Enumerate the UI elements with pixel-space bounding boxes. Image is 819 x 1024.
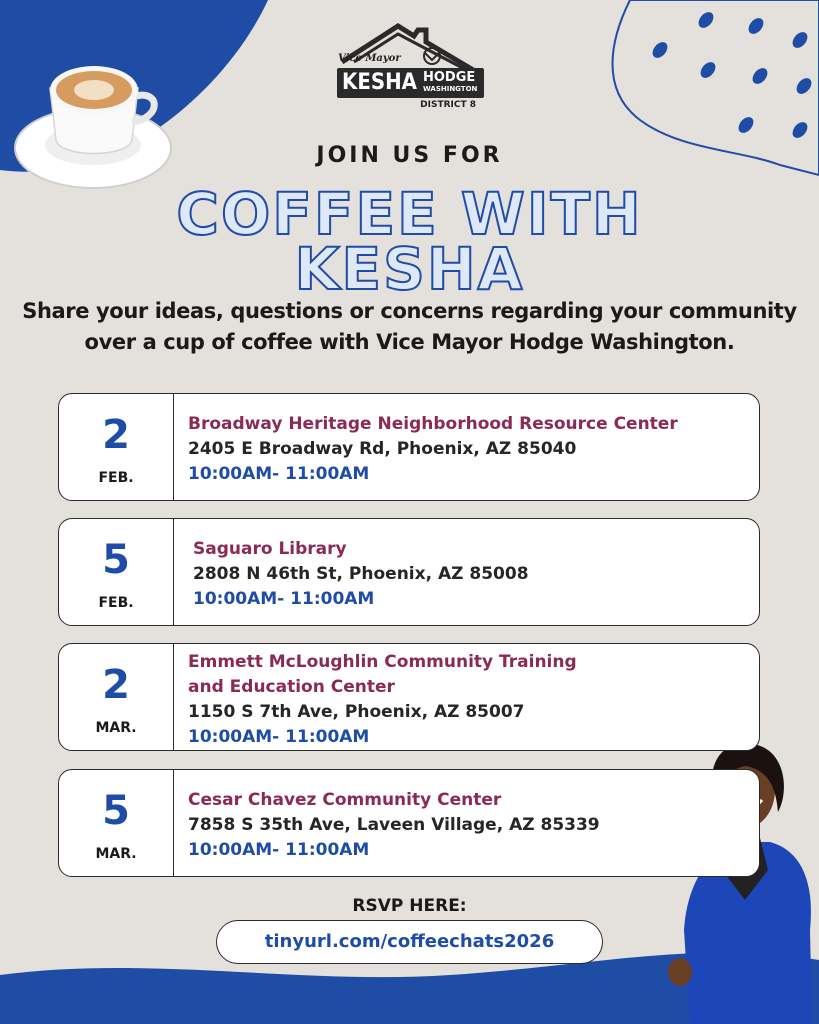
event-month: MAR. [95, 846, 137, 862]
event-details [188, 650, 577, 750]
event-address: 2808 N 46th St, Phoenix, AZ 85008 [193, 564, 529, 584]
event-day: 5 [102, 537, 130, 583]
event-month: FEB. [98, 595, 134, 611]
event-details [188, 788, 600, 863]
event-date [59, 644, 174, 750]
logo-last-name: HODGE [423, 70, 476, 85]
event-venue-line2: and Education Center [188, 677, 395, 697]
event-venue: Cesar Chavez Community Center [188, 790, 502, 810]
description-line2: over a cup of coffee with Vice Mayor Hodge Washington. [84, 330, 735, 354]
event-address: 2405 E Broadway Rd, Phoenix, AZ 85040 [188, 439, 577, 459]
event-month: MAR. [95, 720, 137, 736]
event-title-line1: COFFEE WITH [176, 180, 643, 248]
event-address: 1150 S 7th Ave, Phoenix, AZ 85007 [188, 702, 525, 722]
rsvp-label: RSVP HERE: [352, 896, 467, 916]
logo-last-name-2: WASHINGTON [423, 85, 478, 93]
event-title-line2: KESHA [294, 235, 525, 303]
event-card [58, 769, 760, 877]
event-time: 10:00AM- 11:00AM [188, 727, 370, 747]
event-date [59, 519, 174, 625]
logo-script-text: Vice Mayor [338, 53, 401, 64]
blue-dots-pattern [650, 9, 815, 141]
event-address: 7858 S 35th Ave, Laveen Village, AZ 85339 [188, 815, 600, 835]
event-date [59, 770, 174, 876]
event-date [59, 394, 174, 500]
event-time: 10:00AM- 11:00AM [188, 464, 370, 484]
event-day: 2 [102, 412, 130, 458]
event-venue: Saguaro Library [193, 539, 347, 559]
event-month: FEB. [98, 470, 134, 486]
event-card [58, 393, 760, 501]
event-details [188, 412, 678, 487]
house-roof-icon [334, 16, 486, 76]
event-venue: Emmett McLoughlin Community Training [188, 652, 577, 672]
event-day: 5 [102, 788, 130, 834]
event-time: 10:00AM- 11:00AM [188, 840, 370, 860]
logo-district: DISTRICT 8 [420, 100, 476, 110]
logo-name-box [337, 68, 484, 98]
event-time: 10:00AM- 11:00AM [193, 589, 375, 609]
event-description [20, 296, 799, 358]
event-details [193, 537, 529, 612]
event-card [58, 518, 760, 626]
event-venue: Broadway Heritage Neighborhood Resource Center [188, 414, 678, 434]
event-card [58, 643, 760, 751]
description-line1: Share your ideas, questions or concerns regarding your community [22, 299, 797, 323]
event-day: 2 [102, 662, 130, 708]
vice-mayor-logo [334, 16, 486, 112]
rsvp-link-button[interactable]: tinyurl.com/coffeechats2026 [216, 920, 603, 964]
join-us-heading: JOIN US FOR [316, 143, 503, 168]
logo-first-name: KESHA [342, 70, 418, 95]
